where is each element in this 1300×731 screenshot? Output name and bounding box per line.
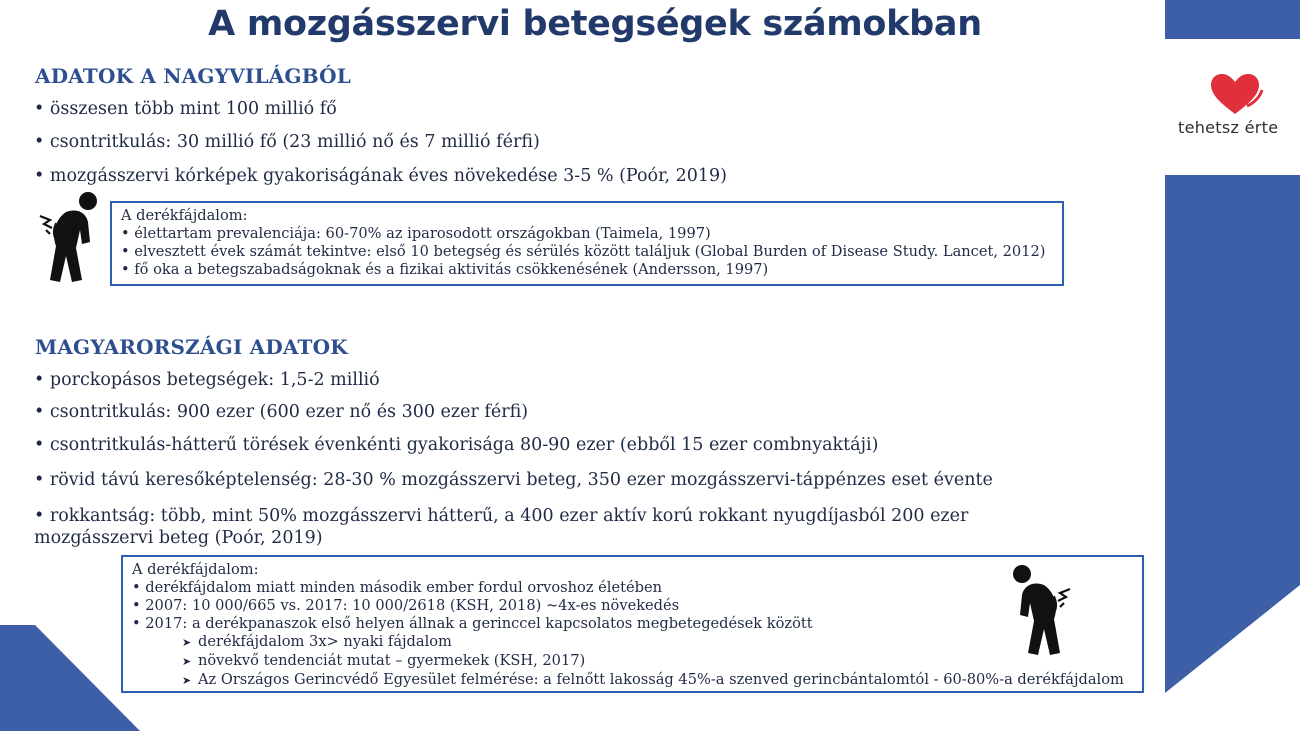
info-box-subitem-text: derékfájdalom 3x> nyaki fájdalom xyxy=(198,633,452,650)
info-box-subitem xyxy=(132,671,1133,690)
world-bullet: • csontritkulás: 30 millió fő (23 millió nő és 7 millió férfi) xyxy=(34,132,540,152)
info-box-title: A derékfájdalom: xyxy=(121,207,248,224)
info-box-title: A derékfájdalom: xyxy=(132,561,259,578)
arrow-bullet-icon: ➤ xyxy=(182,636,192,649)
info-box-item: • 2007: 10 000/665 vs. 2017: 10 000/2618 (KSH, 2018) ~4x-es növekedés xyxy=(132,597,680,614)
section-heading-world: ADATOK A NAGYVILÁGBÓL xyxy=(35,64,352,88)
info-box-item: • elvesztett évek számát tekintve: első 10 betegség és sérülés között találjuk (Global Burden of Disease Study. Lancet, 2012) xyxy=(121,243,1046,260)
info-box-subitem xyxy=(132,652,1133,671)
world-bullet: • mozgásszervi kórképek gyakoriságának éves növekedése 3-5 % (Poór, 2019) xyxy=(34,166,728,186)
side-decoration-right xyxy=(1165,175,1300,695)
page-title: A mozgásszervi betegségek számokban xyxy=(208,4,982,44)
logo-text: tehetsz érte xyxy=(1178,118,1279,137)
info-box-subitem-text: Az Országos Gerincvédő Egyesület felmérése: a felnőtt lakosság 45%-a szenved gerincbántalomtól - 60-80%-a derékfájdalom xyxy=(198,671,1124,688)
hungary-bullet: • rövid távú keresőképtelenség: 28-30 % mozgásszervi beteg, 350 ezer mozgásszervi-táppénzes eset évente xyxy=(34,470,993,490)
info-box-item: • 2017: a derékpanaszok első helyen állnak a gerinccel kapcsolatos megbetegedések között xyxy=(132,615,813,632)
info-box-hungary xyxy=(121,555,1144,693)
info-box-item: • élettartam prevalenciája: 60-70% az iparosodott országokban (Taimela, 1997) xyxy=(121,225,711,242)
arrow-bullet-icon: ➤ xyxy=(182,674,192,687)
hungary-bullet: • csontritkulás-hátterű törések évenkénti gyakorisága 80-90 ezer (ebből 15 ezer combnyaktáji) xyxy=(34,435,879,455)
info-box-world xyxy=(110,201,1064,286)
heart-logo-icon xyxy=(1205,70,1265,120)
hungary-bullet: • porckopásos betegségek: 1,5-2 millió xyxy=(34,370,380,390)
info-box-item: • derékfájdalom miatt minden második ember fordul orvoshoz életében xyxy=(132,579,662,596)
back-pain-person-icon xyxy=(1008,560,1074,662)
arrow-bullet-icon: ➤ xyxy=(182,655,192,668)
world-bullet: • összesen több mint 100 millió fő xyxy=(34,99,337,119)
hungary-bullet: • rokkantság: több, mint 50% mozgásszervi hátterű, a 400 ezer aktív korú rokkant nyugdíjasból 200 ezer mozgásszervi beteg (Poór, 2019) xyxy=(34,506,969,548)
hungary-bullet: • csontritkulás: 900 ezer (600 ezer nő és 300 ezer férfi) xyxy=(34,402,529,422)
info-box-subitem xyxy=(132,633,1133,652)
back-pain-person-icon xyxy=(36,190,102,286)
section-heading-hungary: MAGYARORSZÁGI ADATOK xyxy=(35,335,348,359)
info-box-subitem-text: növekvő tendenciát mutat – gyermekek (KSH, 2017) xyxy=(198,652,586,669)
info-box-item: • fő oka a betegszabadságoknak és a fizikai aktivitás csökkenésének (Andersson, 1997) xyxy=(121,261,769,278)
